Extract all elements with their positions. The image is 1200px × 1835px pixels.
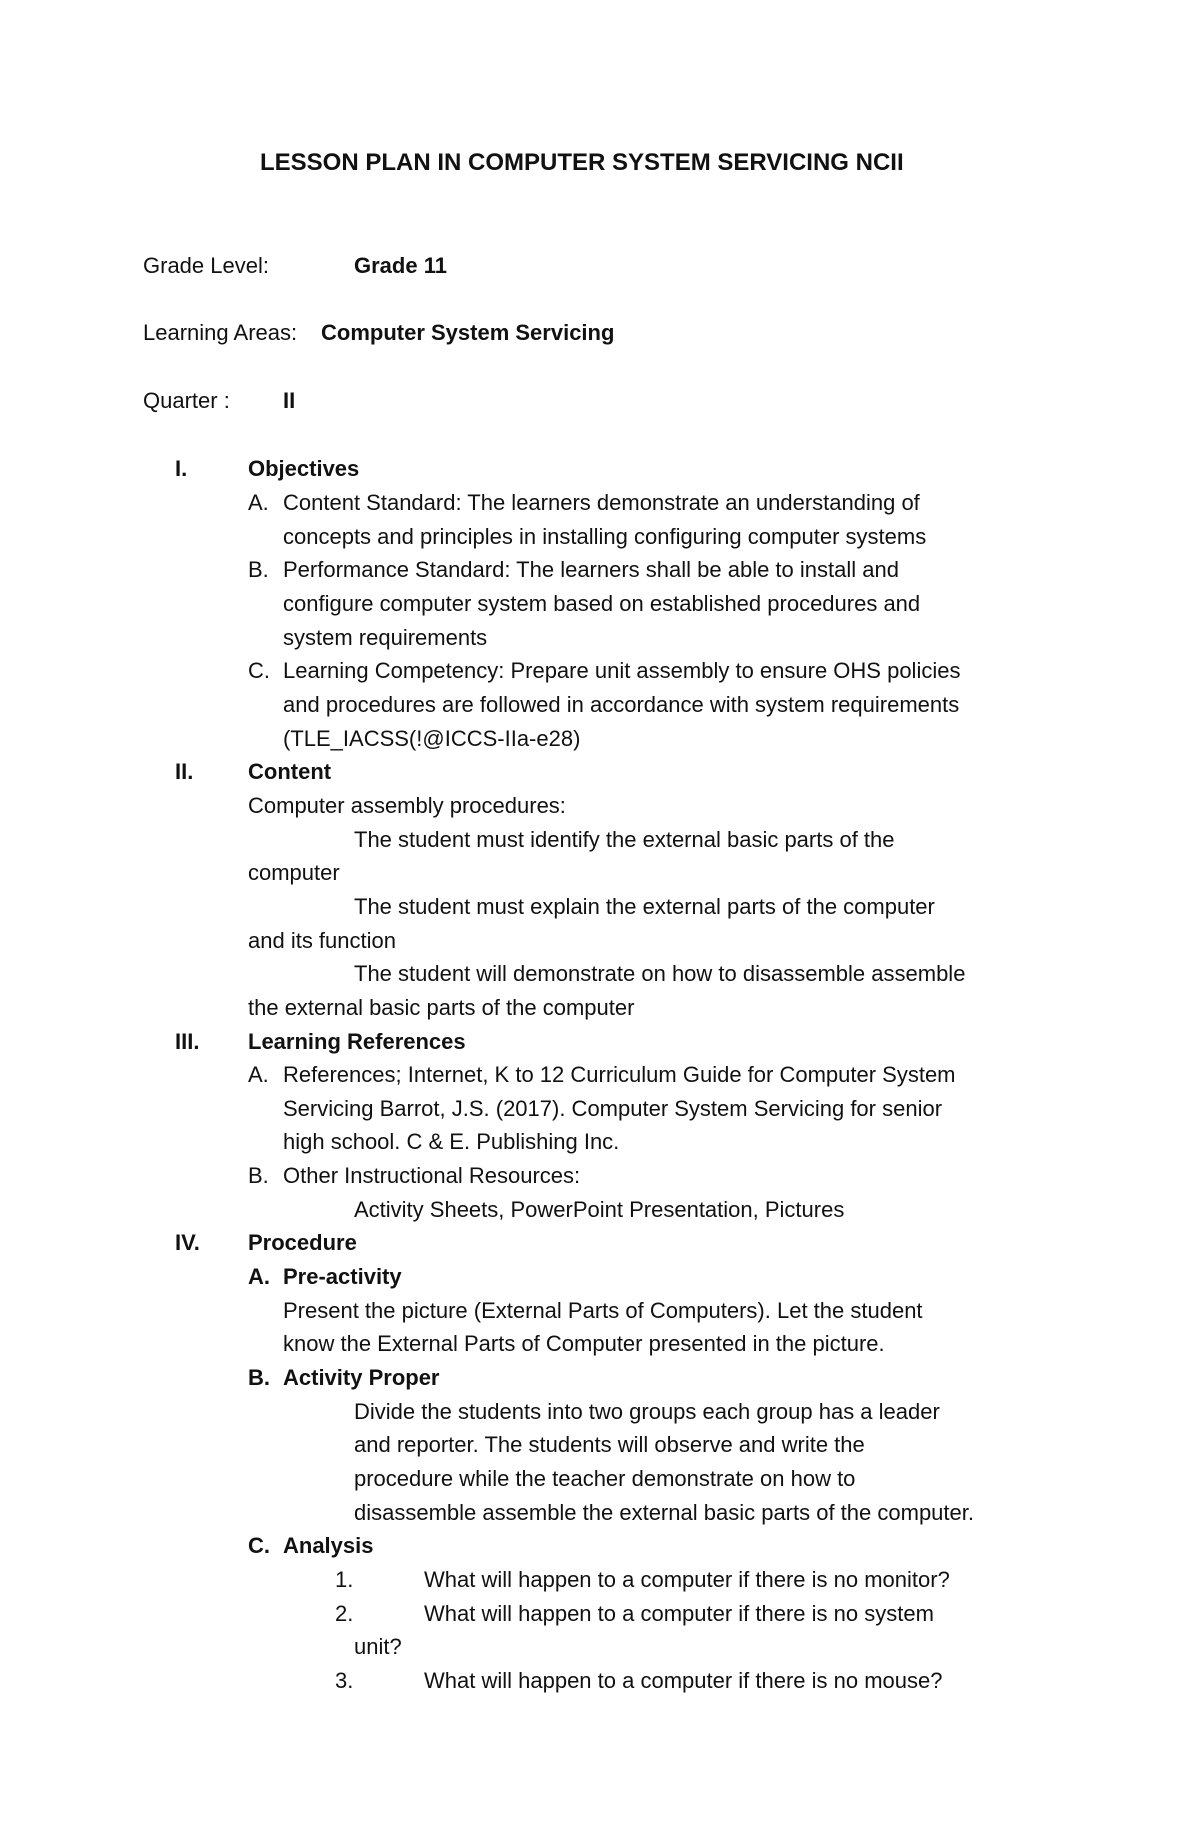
analysis-heading: Analysis	[283, 1533, 374, 1558]
learning-competency-line: and procedures are followed in accordance with system requirements	[283, 692, 960, 717]
list-letter: C.	[248, 1533, 270, 1558]
content-standard-line: concepts and principles in installing configuring computer systems	[283, 524, 927, 549]
other-resources-value: Activity Sheets, PowerPoint Presentation, Pictures	[354, 1197, 845, 1222]
reference-line: References; Internet, K to 12 Curriculum Guide for Computer System	[283, 1062, 956, 1087]
list-letter: B.	[248, 1365, 270, 1390]
question-text: What will happen to a computer if there is no mouse?	[424, 1668, 943, 1693]
other-resources-label: Other Instructional Resources:	[283, 1163, 581, 1188]
list-letter: B.	[248, 557, 269, 582]
learning-areas-value: Computer System Servicing	[321, 320, 615, 345]
quarter-label: Quarter :	[143, 388, 230, 413]
list-letter: A.	[248, 1264, 270, 1289]
reference-line: Servicing Barrot, J.S. (2017). Computer System Servicing for senior	[283, 1096, 943, 1121]
list-letter: A.	[248, 1062, 269, 1087]
activity-proper-heading: Activity Proper	[283, 1365, 440, 1390]
pre-activity-heading: Pre-activity	[283, 1264, 402, 1289]
question-text: unit?	[354, 1634, 402, 1659]
question-number: 1.	[335, 1567, 354, 1592]
learning-areas-label: Learning Areas:	[143, 320, 298, 345]
content-heading: Content	[248, 759, 332, 784]
section-numeral: II.	[175, 759, 194, 784]
page-title: LESSON PLAN IN COMPUTER SYSTEM SERVICING NCII	[260, 149, 904, 176]
content-item-line: and its function	[248, 928, 396, 953]
activity-proper-line: disassemble assemble the external basic parts of the computer.	[354, 1500, 974, 1525]
question-number: 2.	[335, 1601, 354, 1626]
list-letter: A.	[248, 490, 269, 515]
section-numeral: I.	[175, 456, 188, 481]
content-intro: Computer assembly procedures:	[248, 793, 566, 818]
content-item-line: The student will demonstrate on how to disassemble assemble	[354, 961, 966, 986]
question-number: 3.	[335, 1668, 354, 1693]
reference-line: high school. C & E. Publishing Inc.	[283, 1129, 620, 1154]
activity-proper-line: Divide the students into two groups each group has a leader	[354, 1399, 940, 1424]
objectives-heading: Objectives	[248, 456, 360, 481]
pre-activity-line: Present the picture (External Parts of Computers). Let the student	[283, 1298, 923, 1323]
performance-standard-line: configure computer system based on established procedures and	[283, 591, 921, 616]
quarter-value: II	[283, 388, 296, 413]
grade-level-label: Grade Level:	[143, 253, 269, 278]
content-standard-line: Content Standard: The learners demonstrate an understanding of	[283, 490, 920, 515]
question-text: What will happen to a computer if there is no monitor?	[424, 1567, 950, 1592]
section-numeral: IV.	[175, 1230, 200, 1255]
question-text: What will happen to a computer if there is no system	[424, 1601, 934, 1626]
references-heading: Learning References	[248, 1029, 466, 1054]
content-item-line: the external basic parts of the computer	[248, 995, 635, 1020]
list-letter: C.	[248, 658, 270, 683]
learning-competency-line: (TLE_IACSS(!@ICCS-IIa-e28)	[283, 726, 581, 751]
activity-proper-line: procedure while the teacher demonstrate on how to	[354, 1466, 856, 1491]
list-letter: B.	[248, 1163, 269, 1188]
procedure-heading: Procedure	[248, 1230, 357, 1255]
content-item-line: The student must explain the external parts of the computer	[354, 894, 935, 919]
performance-standard-line: Performance Standard: The learners shall be able to install and	[283, 557, 899, 582]
activity-proper-line: and reporter. The students will observe and write the	[354, 1432, 865, 1457]
learning-competency-line: Learning Competency: Prepare unit assembly to ensure OHS policies	[283, 658, 961, 683]
grade-level-value: Grade 11	[354, 253, 447, 278]
content-item-line: computer	[248, 860, 340, 885]
content-item-line: The student must identify the external basic parts of the	[354, 827, 895, 852]
pre-activity-line: know the External Parts of Computer presented in the picture.	[283, 1331, 885, 1356]
section-numeral: III.	[175, 1029, 200, 1054]
performance-standard-line: system requirements	[283, 625, 488, 650]
